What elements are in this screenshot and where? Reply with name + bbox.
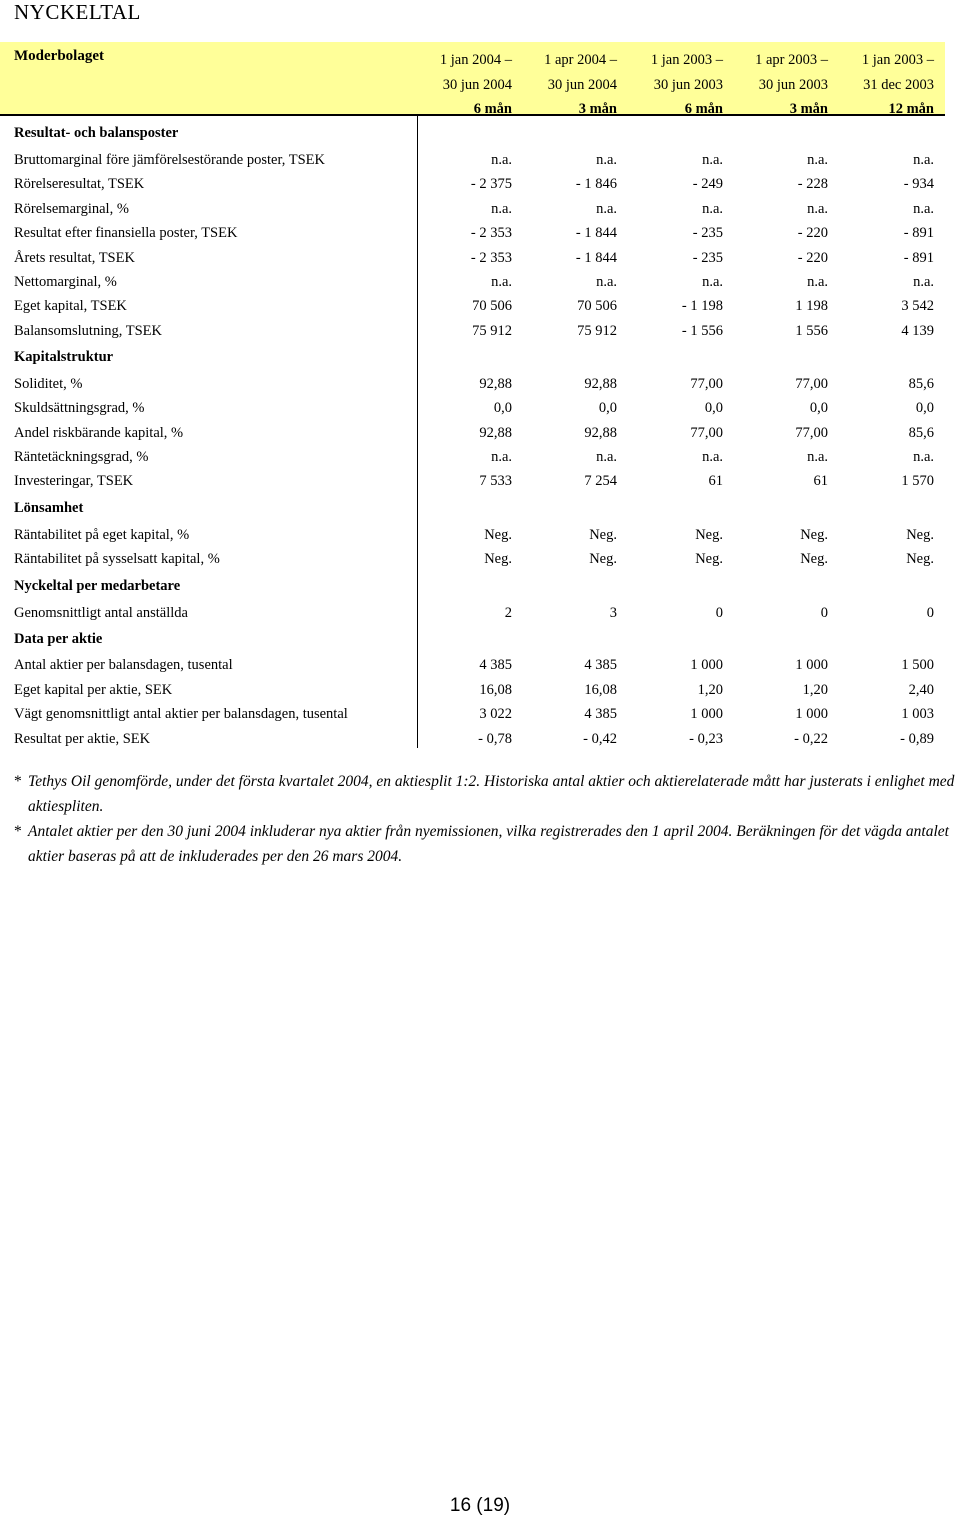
column-header-line2: 30 jun 2004 [442,76,512,93]
table-row [0,225,945,249]
table-cell: - 0,78 [478,731,512,747]
table-cell: n.a. [702,274,723,290]
table-cell: n.a. [913,274,934,290]
row-label: Räntabilitet på sysselsatt kapital, % [14,551,220,567]
table-cell: n.a. [702,201,723,217]
table-row [0,551,945,575]
table-cell: 1 000 [690,706,723,722]
table-cell: 70 506 [577,298,617,314]
table-row [0,473,945,497]
table-cell: - 0,89 [900,731,934,747]
column-header-line3: 6 mån [684,101,723,117]
section-heading: Data per aktie [14,631,103,647]
table-cell: 61 [813,473,828,489]
table-cell: 1 000 [690,657,723,673]
page-title: NYCKELTAL [14,0,141,24]
table-cell: - 1 844 [575,225,617,241]
section-heading: Lönsamhet [14,500,84,516]
table-cell: 4 385 [479,657,512,673]
section-heading-row [0,349,945,373]
row-label: Resultat per aktie, SEK [14,731,151,747]
table-cell: 77,00 [795,376,828,392]
column-header [824,48,934,122]
table-cell: - 228 [797,176,828,192]
table-cell: n.a. [913,449,934,465]
table-cell: - 934 [903,176,934,192]
table-cell: - 2 375 [470,176,512,192]
table-cell: 0 [715,605,723,621]
table-cell: 75 912 [577,323,617,339]
column-header-line1: 1 jan 2003 – [861,52,934,68]
row-label: Eget kapital per aktie, SEK [14,682,173,698]
table-cell: - 235 [692,250,723,266]
table-cell: 1 556 [795,323,828,339]
table-row [0,376,945,400]
table-cell: n.a. [807,449,828,465]
table-cell: n.a. [807,152,828,168]
column-header-line2: 31 dec 2003 [863,76,934,93]
table-cell: 0,0 [598,400,617,416]
row-label: Räntetäckningsgrad, % [14,449,149,465]
column-header-line2: 30 jun 2004 [547,76,617,93]
table-cell: 77,00 [690,425,723,441]
column-header-line1: 1 apr 2003 – [755,52,828,68]
table-cell: 0,0 [704,400,723,416]
table-cell: 4 385 [584,657,617,673]
column-header [402,48,512,122]
table-cell: n.a. [807,274,828,290]
table-row [0,527,945,551]
section-heading-row [0,125,945,149]
table-cell: 77,00 [795,425,828,441]
table-cell: - 0,42 [583,731,617,747]
footnote-text: Antalet aktier per den 30 juni 2004 inkluderar nya aktier från nyemissionen, vilka registrerades den 1 april 2004. Beräkningen för det vägda antalet aktier baseras på att de inkluderades per den 26 mars 2004. [28,823,949,865]
table-cell: 92,88 [479,425,512,441]
table-cell: Neg. [906,551,934,567]
column-header [718,48,828,122]
table-cell: 92,88 [584,376,617,392]
footnote-marker: * [14,823,22,840]
table-row [0,682,945,706]
table-cell: 2 [504,605,512,621]
table-cell: Neg. [484,551,512,567]
table-row [0,176,945,200]
table-cell: n.a. [702,449,723,465]
table-cell: 4 385 [584,706,617,722]
row-label: Vägt genomsnittligt antal aktier per balansdagen, tusental [14,706,348,722]
footnote [14,769,958,819]
footnote-marker: * [14,773,22,790]
table-cell: 1 000 [795,657,828,673]
footnote-text: Tethys Oil genomförde, under det första kvartalet 2004, en aktiesplit 1:2. Historiska antal aktier och aktierelaterade mått har justerats i enlighet med aktiespliten. [28,773,955,815]
table-cell: - 891 [903,225,934,241]
column-header [507,48,617,122]
column-header-line3: 3 mån [789,101,828,117]
table-cell: 75 912 [472,323,512,339]
row-label: Bruttomarginal före jämförelsestörande poster, TSEK [14,152,325,168]
table-row [0,605,945,629]
table-row [0,250,945,274]
row-label: Antal aktier per balansdagen, tusental [14,657,233,673]
table-cell: 0 [926,605,934,621]
table-cell: - 220 [797,250,828,266]
table-row [0,731,945,755]
table-cell: - 2 353 [470,225,512,241]
row-label: Nettomarginal, % [14,274,117,290]
footnotes [14,769,958,869]
table-cell: - 1 846 [575,176,617,192]
section-heading: Nyckeltal per medarbetare [14,578,181,594]
table-cell: 70 506 [472,298,512,314]
section-heading-row [0,500,945,524]
table-cell: n.a. [596,449,617,465]
table-cell: Neg. [695,551,723,567]
table-cell: 1,20 [802,682,828,698]
table-cell: - 2 353 [470,250,512,266]
table-cell: 4 139 [901,323,934,339]
table-row [0,706,945,730]
column-header-line3: 6 mån [473,101,512,117]
table-cell: 92,88 [479,376,512,392]
column-header [613,48,723,122]
table-cell: - 1 844 [575,250,617,266]
row-label: Resultat efter finansiella poster, TSEK [14,225,238,241]
section-heading: Resultat- och balansposter [14,125,179,141]
table-cell: 1 000 [795,706,828,722]
table-cell: Neg. [589,527,617,543]
table-cell: 3 [609,605,617,621]
table-cell: 16,08 [479,682,512,698]
table-cell: 0,0 [493,400,512,416]
table-cell: - 1 198 [681,298,723,314]
footnote [14,819,958,869]
row-label: Rörelseresultat, TSEK [14,176,145,192]
table-cell: - 1 556 [681,323,723,339]
table-row [0,449,945,473]
table-cell: n.a. [913,201,934,217]
row-label: Soliditet, % [14,376,83,392]
column-header-line1: 1 jan 2003 – [650,52,723,68]
section-heading-row [0,578,945,602]
table-cell: 0 [820,605,828,621]
table-cell: n.a. [596,201,617,217]
row-label: Räntabilitet på eget kapital, % [14,527,190,543]
table-cell: n.a. [596,274,617,290]
table-header-label: Moderbolaget [14,48,104,64]
section-heading-row [0,631,945,655]
table-cell: - 220 [797,225,828,241]
table-cell: Neg. [800,551,828,567]
table-cell: - 249 [692,176,723,192]
row-label: Årets resultat, TSEK [14,250,135,266]
row-label: Skuldsättningsgrad, % [14,400,145,416]
table-cell: - 235 [692,225,723,241]
column-header-line2: 30 jun 2003 [758,76,828,93]
table-cell: n.a. [596,152,617,168]
table-cell: 92,88 [584,425,617,441]
table-row [0,274,945,298]
table-cell: 2,40 [908,682,934,698]
table-cell: 0,0 [809,400,828,416]
table-cell: 0,0 [915,400,934,416]
table-row [0,201,945,225]
table-cell: - 0,22 [794,731,828,747]
table-cell: Neg. [589,551,617,567]
table-cell: 16,08 [584,682,617,698]
table-cell: n.a. [702,152,723,168]
table-row [0,400,945,424]
table-cell: 1 500 [901,657,934,673]
table-cell: 7 533 [479,473,512,489]
table-cell: 77,00 [690,376,723,392]
table-cell: n.a. [491,449,512,465]
section-heading: Kapitalstruktur [14,349,114,365]
table-cell: 85,6 [908,376,934,392]
table-cell: 61 [708,473,723,489]
row-label: Andel riskbärande kapital, % [14,425,184,441]
table-cell: - 0,23 [689,731,723,747]
table-row [0,323,945,347]
table-cell: 1 570 [901,473,934,489]
table-cell: n.a. [491,274,512,290]
row-label: Eget kapital, TSEK [14,298,127,314]
column-header-line2: 30 jun 2003 [653,76,723,93]
table-cell: n.a. [491,152,512,168]
column-header-line3: 12 mån [888,101,934,117]
table-row [0,657,945,681]
table-cell: 85,6 [908,425,934,441]
table-cell: n.a. [807,201,828,217]
table-row [0,152,945,176]
table-row [0,425,945,449]
table-cell: Neg. [800,527,828,543]
table-cell: 3 022 [479,706,512,722]
table-cell: 1 003 [901,706,934,722]
row-label: Genomsnittligt antal anställda [14,605,188,621]
table-cell: 1,20 [697,682,723,698]
table-row [0,298,945,322]
table-cell: 7 254 [584,473,617,489]
column-header-line1: 1 apr 2004 – [544,52,617,68]
page-number: 16 (19) [449,1495,511,1516]
table-cell: Neg. [484,527,512,543]
table-cell: Neg. [906,527,934,543]
row-label: Balansomslutning, TSEK [14,323,162,339]
column-header-line3: 3 mån [578,101,617,117]
table-cell: 3 542 [901,298,934,314]
row-label: Investeringar, TSEK [14,473,134,489]
table-cell: - 891 [903,250,934,266]
table-cell: n.a. [491,201,512,217]
column-header-line1: 1 jan 2004 – [439,52,512,68]
table-cell: 1 198 [795,298,828,314]
table-cell: Neg. [695,527,723,543]
row-label: Rörelsemarginal, % [14,201,129,217]
table-cell: n.a. [913,152,934,168]
